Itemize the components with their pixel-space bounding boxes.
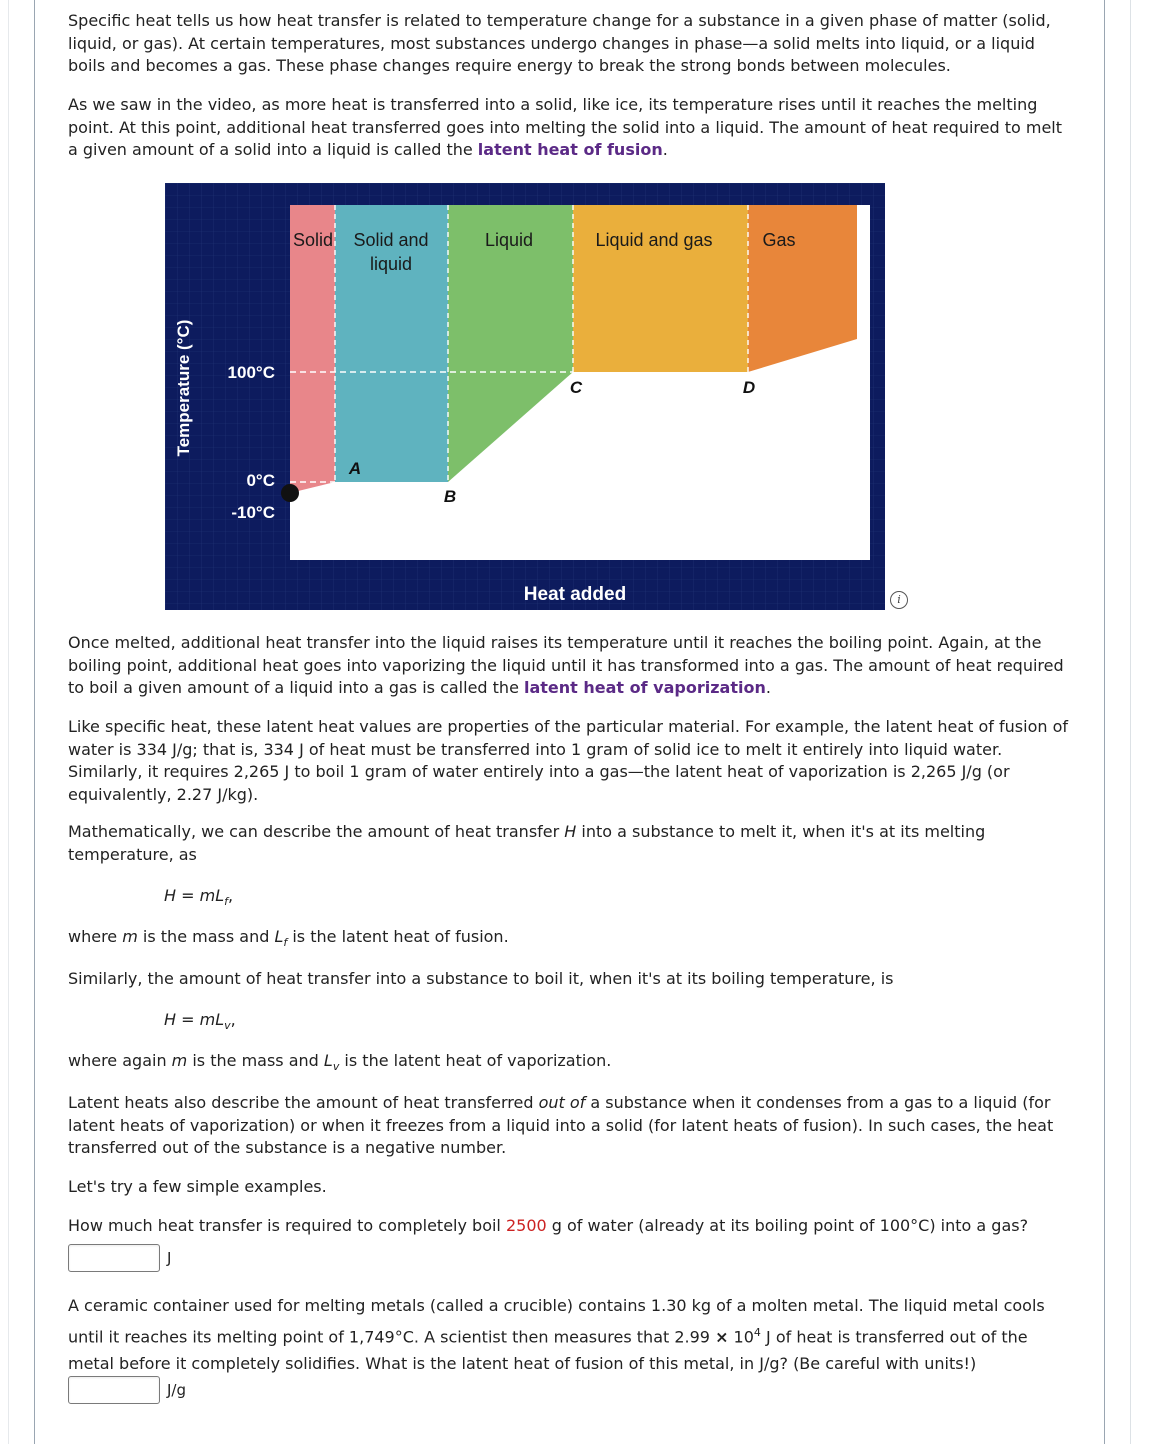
question-text: g of water (already at its boiling point of 100°C) into a gas? (546, 1216, 1029, 1235)
equation-vaporization (164, 1010, 236, 1032)
paragraph-text: Once melted, additional heat transfer into the liquid raises its temperature until it reaches the boiling point. Again, at the boiling point, additional heat goes into vaporizing the liquid until it has transformed into a gas. The amount of heat required to boil a given amount of a liquid into a gas is called the (68, 633, 1064, 697)
region-label-solid-liquid: liquid (369, 254, 413, 274)
question-text: How much heat transfer is required to completely boil (68, 1216, 506, 1235)
paragraph-text: a substance when it condenses from a gas to a liquid (for latent heats of vaporization) or when it freezes from a liquid into a solid (for latent heats of fusion). In such cases, the heat transferred out of the substance is a negative number. (68, 1093, 1054, 1157)
comma: , (230, 1010, 236, 1029)
frame-line-scroll (1130, 0, 1131, 1444)
answer-unit-q2: J/g (167, 1381, 186, 1399)
exponent: 4 (753, 1326, 761, 1339)
start-point-marker (281, 484, 299, 502)
paragraph-fusion-vars (68, 926, 509, 955)
var-mL: mL (199, 886, 225, 905)
y-tick-label: 0°C (246, 471, 275, 490)
var-H: H (564, 822, 577, 841)
paragraph-vaporization-vars (68, 1050, 611, 1079)
paragraph-text: where again (68, 1051, 172, 1070)
paragraph-boil-intro: Similarly, the amount of heat transfer into a substance to boil it, when it's at its boiling temperature, is (68, 969, 894, 988)
paragraph-text: Mathematically, we can describe the amount of heat transfer (68, 822, 565, 841)
paragraph-condensing (68, 1092, 1068, 1160)
equation-fusion (164, 886, 233, 908)
answer-row-2 (68, 1376, 186, 1404)
y-axis-label: Temperature (°C) (174, 319, 193, 457)
question-1 (68, 1215, 1028, 1238)
y-tick-label: -10°C (231, 503, 275, 522)
question-2 (68, 1292, 1068, 1377)
paragraph-text: is the mass and (187, 1051, 324, 1070)
info-icon[interactable]: i (890, 591, 908, 609)
term-latent-heat-of-fusion: latent heat of fusion (477, 140, 663, 159)
paragraph-melting (68, 94, 1068, 162)
paragraph-text: into a substance to melt it, when it's at its melting temperature, as (68, 822, 986, 864)
question-text: J of heat is transferred out of the metal before it completely solidifies. What is the latent heat of fusion of this metal, in J/g? (Be careful with units!) (68, 1327, 1028, 1374)
paragraph-text: is the mass and (137, 927, 275, 946)
times-sign: × (715, 1327, 729, 1347)
paragraph-math-intro (68, 821, 1068, 866)
term-latent-heat-of-vaporization: latent heat of vaporization (524, 678, 766, 697)
point-label-d: D (742, 378, 756, 397)
paragraph-text: As we saw in the video, as more heat is transferred into a solid, like ice, its temperature rises until it reaches the melting point. At this point, additional heat transferred goes into melting the solid into a liquid. The amount of heat required to melt a given amount of a solid into a liquid is called the (68, 95, 1063, 159)
comma: , (227, 886, 234, 905)
var-m: m (122, 927, 138, 946)
subscript-f: f (283, 936, 288, 950)
emphasis-out-of: out of (538, 1093, 586, 1112)
equals-sign: = (176, 1010, 200, 1029)
frame-line-right (1104, 0, 1105, 1444)
frame-line-left (34, 0, 35, 1444)
var-H: H (164, 1010, 177, 1029)
frame-line-outer (8, 0, 9, 1444)
var-L: L (323, 1051, 333, 1070)
paragraph-text: . (662, 140, 668, 159)
subscript-v: v (332, 1060, 340, 1074)
answer-input-q2[interactable] (68, 1376, 160, 1404)
x-axis-label: Heat added (523, 584, 627, 605)
heating-curve-svg (165, 183, 885, 610)
answer-input-q1[interactable] (68, 1244, 160, 1272)
paragraph-text: Latent heats also describe the amount of heat transferred (68, 1093, 539, 1112)
paragraph-boiling (68, 632, 1068, 700)
region-label-liquid: Liquid (484, 230, 534, 250)
var-H: H (164, 886, 177, 905)
paragraph-examples-intro: Let's try a few simple examples. (68, 1177, 327, 1196)
region-label-solid: Solid (292, 230, 334, 250)
subscript-f: f (224, 895, 228, 909)
answer-row-1 (68, 1244, 171, 1272)
question-text: A ceramic container used for melting metals (called a crucible) contains 1.30 kg of a molten metal. The liquid metal cools until it reaches its melting point of 1,749°C. A scientist then measures that 2.99 (68, 1296, 1045, 1347)
paragraph-latent-values: Like specific heat, these latent heat values are properties of the particular material. For example, the latent heat of fusion of water is 334 J/g; that is, 334 J of heat must be transferred into 1 gram of solid ice to melt it entirely into liquid water. Similarly, it requires 2,265 J to boil 1 gram of water entirely into a gas—the latent heat of vaporization is 2,265 J/g (or equivalently, 2.27 J/kg). (68, 717, 1069, 804)
point-label-b: B (443, 487, 457, 506)
answer-unit-q1: J (167, 1249, 172, 1267)
var-mL: mL (199, 1010, 225, 1029)
question-1-mass-value: 2500 (505, 1216, 547, 1235)
paragraph-specific-heat: Specific heat tells us how heat transfer is related to temperature change for a substance in a given phase of matter (solid, liquid, or gas). At certain temperatures, most substances undergo changes in phase—a solid melts into liquid, or a liquid boils and becomes a gas. These phase changes require energy to break the strong bonds between molecules. (68, 11, 1051, 75)
paragraph-text: where (68, 927, 123, 946)
point-label-c: C (569, 378, 583, 397)
region-label-gas: Gas (762, 230, 796, 250)
paragraph-text: is the latent heat of vaporization. (339, 1051, 612, 1070)
paragraph-text: is the latent heat of fusion. (287, 927, 509, 946)
subscript-v: v (224, 1019, 231, 1033)
region-label-solid-liquid: Solid and (353, 230, 429, 250)
y-tick-label: 100°C (227, 363, 275, 382)
paragraph-text: . (765, 678, 771, 697)
region-label-liquid-gas: Liquid and gas (595, 230, 713, 250)
var-L: L (274, 927, 284, 946)
point-label-a: A (348, 459, 362, 478)
question-text: 10 (728, 1327, 754, 1347)
heating-curve-chart (165, 183, 885, 610)
var-m: m (171, 1051, 188, 1070)
equals-sign: = (176, 886, 200, 905)
